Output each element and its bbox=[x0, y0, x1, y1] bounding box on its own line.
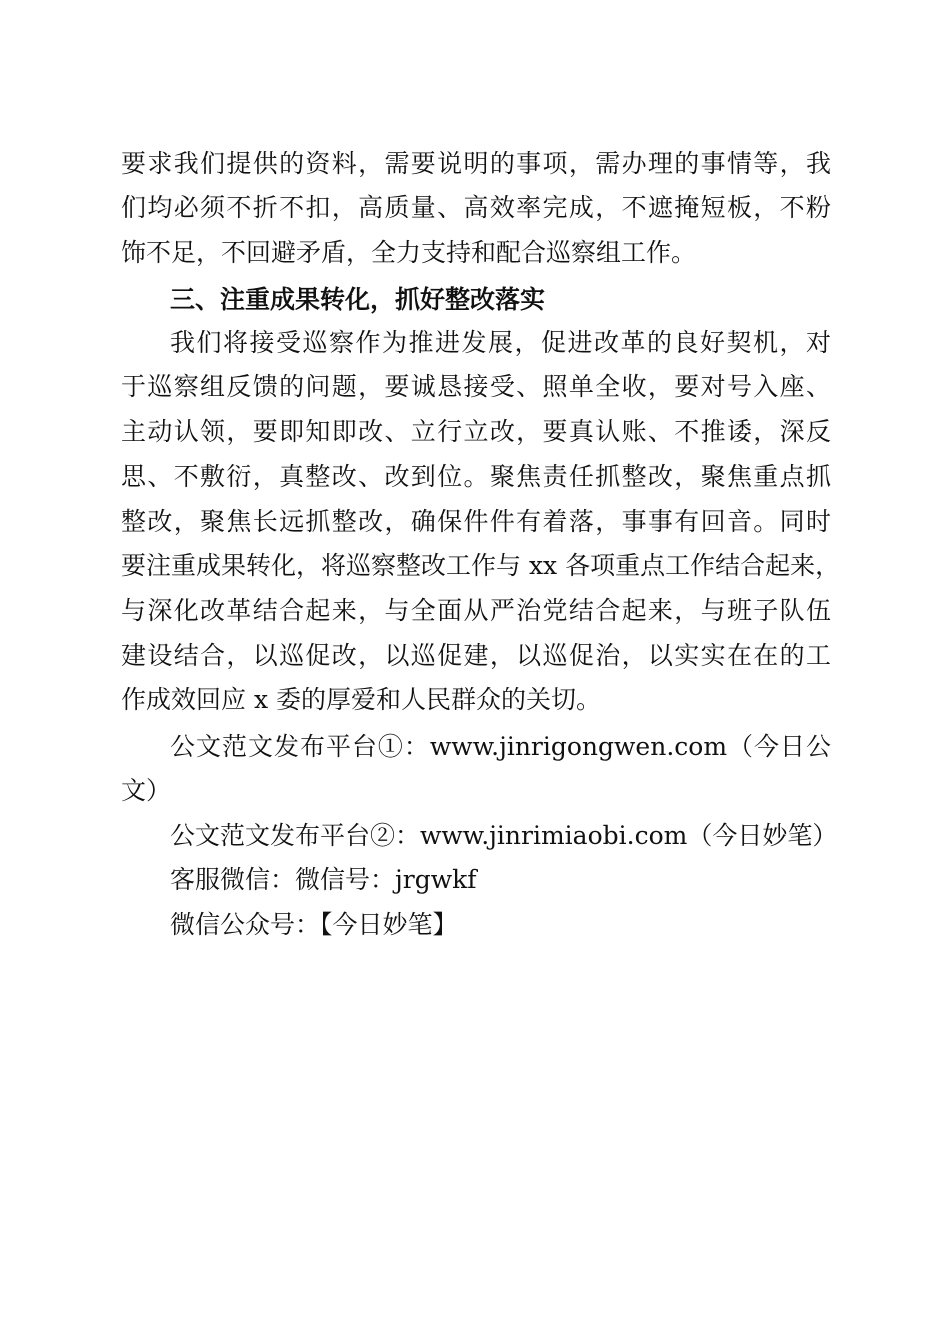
paragraph-line: 我们将接受巡察作为推进发展，促进改革的良好契机，对 bbox=[170, 328, 831, 357]
paragraph-line: 思、不敷衍，真整改、改到位。聚焦责任抓整改，聚焦重点抓 bbox=[121, 462, 831, 491]
customer-service-wechat: 客服微信：微信号：jrgwkf bbox=[170, 865, 477, 894]
paragraph-line: 于巡察组反馈的问题，要诚恳接受、照单全收，要对号入座、 bbox=[121, 372, 831, 401]
paragraph-line: 要求我们提供的资料，需要说明的事项，需办理的事情等，我 bbox=[121, 149, 831, 178]
platform1-text-continued: 文） bbox=[121, 776, 172, 805]
paragraph-line: 作成效回应 x 委的厚爱和人民群众的关切。 bbox=[121, 685, 601, 714]
paragraph-line: 整改，聚焦长远抓整改，确保件件有着落，事事有回音。同时 bbox=[121, 507, 831, 536]
paragraph-line: 建设结合，以巡促改，以巡促建，以巡促治，以实实在在的工 bbox=[121, 641, 831, 670]
paragraph-line: 要注重成果转化，将巡察整改工作与 xx 各项重点工作结合起来， bbox=[121, 551, 841, 580]
platform1-text: 公文范文发布平台①：www.jinrigongwen.com（今日公 bbox=[170, 732, 831, 761]
platform2-text: 公文范文发布平台②：www.jinrimiaobi.com（今日妙笔） bbox=[170, 821, 838, 850]
paragraph-line: 们均必须不折不扣，高质量、高效率完成，不遮掩短板，不粉 bbox=[121, 193, 831, 222]
wechat-official-account: 微信公众号：【今日妙笔】 bbox=[170, 910, 458, 939]
section-heading: 三、注重成果转化，抓好整改落实 bbox=[170, 285, 546, 314]
paragraph-line: 主动认领，要即知即改、立行立改，要真认账、不推诿，深反 bbox=[121, 417, 831, 446]
paragraph-line: 与深化改革结合起来，与全面从严治党结合起来，与班子队伍 bbox=[121, 596, 831, 625]
paragraph-line: 饰不足，不回避矛盾，全力支持和配合巡察组工作。 bbox=[121, 238, 697, 267]
